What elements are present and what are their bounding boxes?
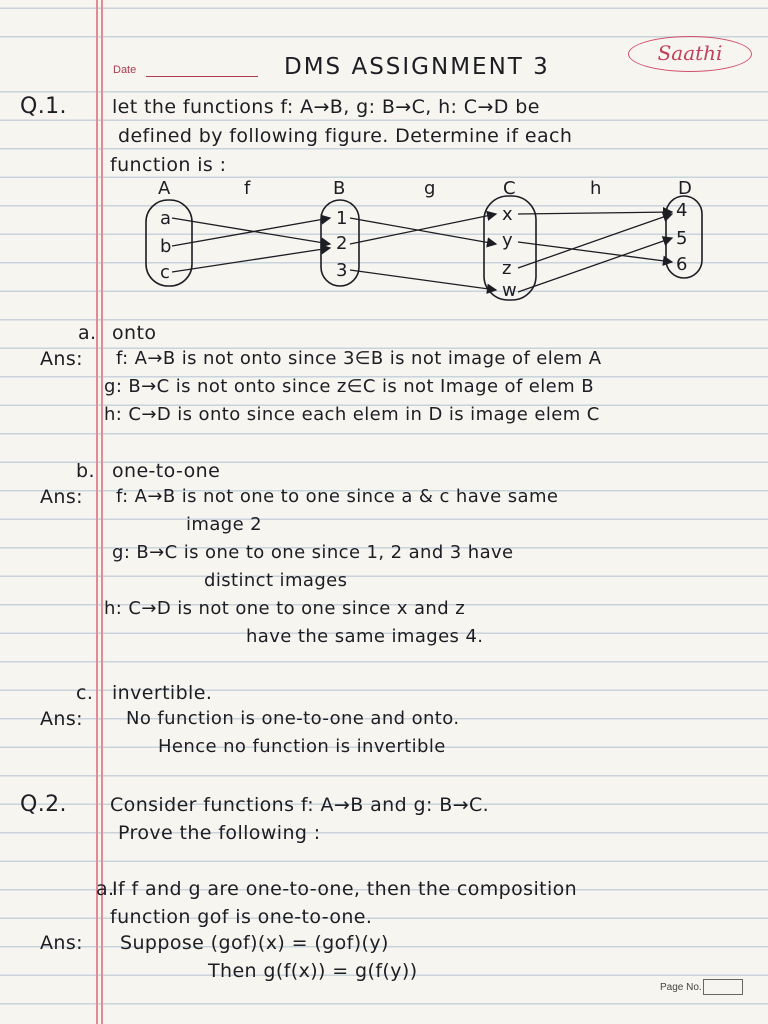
part-c-title: invertible. xyxy=(112,682,213,704)
brand-name: Saathi xyxy=(657,41,723,65)
question-2-label: Q.2. xyxy=(20,792,67,817)
element-2: 2 xyxy=(336,233,348,254)
answer-line: have the same images 4. xyxy=(246,626,484,647)
answer-label: Ans: xyxy=(40,932,83,954)
answer-label: Ans: xyxy=(40,486,83,508)
element-y: y xyxy=(502,230,513,251)
answer-line: h: C→D is onto since each elem in D is image elem C xyxy=(104,404,600,425)
element-b: b xyxy=(160,236,172,257)
set-a-label: A xyxy=(158,178,171,199)
set-d-label: D xyxy=(678,178,692,199)
element-5: 5 xyxy=(676,228,688,249)
function-f-label: f xyxy=(244,178,251,199)
arrow-h-x xyxy=(518,212,672,214)
answer-line: g: B→C is one to one since 1, 2 and 3 have xyxy=(112,542,514,563)
question-1-line: let the functions f: A→B, g: B→C, h: C→D be xyxy=(112,96,540,118)
question-1-label: Q.1. xyxy=(20,94,67,119)
part-b-title: one-to-one xyxy=(112,460,221,482)
question-2a-label: a. xyxy=(96,878,115,900)
element-3: 3 xyxy=(336,260,348,281)
answer-line: h: C→D is not one to one since x and z xyxy=(104,598,466,619)
date-label: Date xyxy=(113,64,137,76)
element-z: z xyxy=(502,258,512,279)
answer-line: Hence no function is invertible xyxy=(158,736,446,757)
question-2-line: Consider functions f: A→B and g: B→C. xyxy=(110,794,490,816)
answer-line: image 2 xyxy=(186,514,263,535)
set-c-label: C xyxy=(503,178,516,199)
set-b-label: B xyxy=(333,178,346,199)
part-c-label: c. xyxy=(76,682,94,704)
answer-line: g: B→C is not onto since z∈C is not Image of elem B xyxy=(104,376,594,397)
answer-line: No function is one-to-one and onto. xyxy=(126,708,460,729)
arrow-g-3 xyxy=(350,270,496,290)
answer-label: Ans: xyxy=(40,708,83,730)
question-2a-line: If f and g are one-to-one, then the composition xyxy=(112,878,578,900)
answer-line: Suppose (gof)(x) = (gof)(y) xyxy=(120,932,389,954)
element-4: 4 xyxy=(676,200,688,221)
page-number-box xyxy=(703,979,743,995)
answer-line: Then g(f(x)) = g(f(y)) xyxy=(208,960,418,982)
part-b-label: b. xyxy=(76,460,95,482)
arrow-h-y xyxy=(518,242,672,262)
element-w: w xyxy=(502,280,517,301)
element-c: c xyxy=(160,262,170,283)
question-1-line: defined by following figure. Determine if each xyxy=(118,125,573,147)
question-2-line: Prove the following : xyxy=(118,822,321,844)
question-1-line: function is : xyxy=(110,154,227,176)
answer-line: f: A→B is not one to one since a & c have same xyxy=(116,486,559,507)
answer-label: Ans: xyxy=(40,348,83,370)
arrow-f-c xyxy=(172,248,330,272)
element-x: x xyxy=(502,204,513,225)
question-2a-line: function gof is one-to-one. xyxy=(110,906,373,928)
element-6: 6 xyxy=(676,254,688,275)
function-h-label: h xyxy=(590,178,602,199)
element-1: 1 xyxy=(336,208,348,229)
page-title: DMS ASSIGNMENT 3 xyxy=(284,54,550,80)
arrow-h-z xyxy=(518,214,672,268)
part-a-label: a. xyxy=(78,322,97,344)
arrow-h-w xyxy=(518,238,672,292)
part-a-title: onto xyxy=(112,322,157,344)
page-number-label: Page No. xyxy=(660,982,702,993)
answer-line: distinct images xyxy=(204,570,348,591)
element-a: a xyxy=(160,208,172,229)
function-g-label: g xyxy=(424,178,436,199)
answer-line: f: A→B is not onto since 3∈B is not image of elem A xyxy=(116,348,602,369)
